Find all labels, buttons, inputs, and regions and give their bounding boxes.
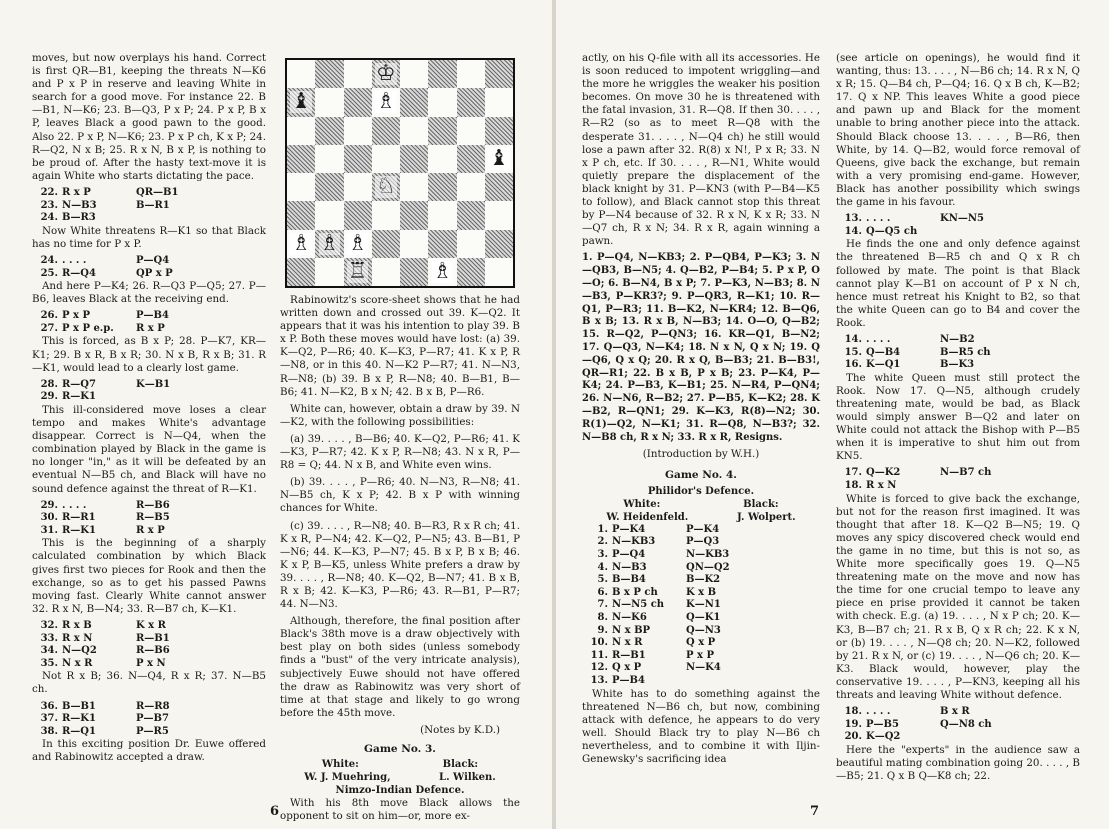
right-page	[556, 0, 1109, 829]
move-list	[32, 500, 266, 538]
board-square	[457, 230, 485, 258]
paragraph: Rabinowitz's score-sheet shows that he had written down and crossed out 39. K—Q2. It appears that it was his intention to play 39. B x P. Both these moves would have lost: (a) 39. K—Q2, P—R6; 40. K—K3, P—R7; 41. K x P, R—N8, or in this 40. N—K2 P—R7; 41. N—N3, R—N8; (b) 39. B x P, R—N8; 40. B—B1, B—B6; 41. N—K2, B x N; 42. B x B, P—R6.	[280, 294, 520, 398]
chess-diagram	[285, 58, 515, 288]
white-player: W. Heidenfeld.	[606, 511, 689, 523]
paragraph: Although, therefore, the final position after Black's 38th move is a draw objectively with best play on both sides (unless somebody finds a "bust" of the very intricate analysis), subjectively Euwe should not have offered the draw as Rabinowitz was very short of time at that stage and likely to go wrong before the 45th move.	[280, 615, 520, 719]
move-list	[836, 467, 1080, 492]
paragraph: With his 8th move Black allows the opponent to sit on him—or, more ex-	[280, 797, 520, 823]
paragraph: (see article on openings), he would find it wanting, thus: 13. . . . , N—B6 ch; 14. R x N, Q x R; 15. Q—B4 ch, P—Q4; 16. Q x B ch, K—B2; 17. Q x NP. This leaves White a good piece and pawn up and Black for the moment unable to bring another piece into the attack. Should Black choose 13. . . . , B—R6, then White, by 14. Q—B2, would force removal of Queens, give back the exchange, but remain with a very promising end-game. However, Black has another possibility which swings the game in his favour.	[836, 52, 1080, 209]
board-square	[400, 258, 428, 286]
move-row: 3. P—Q4 N—KB3	[597, 549, 730, 561]
board-square	[428, 201, 456, 229]
board-square	[428, 60, 456, 88]
paragraph: In this exciting position Dr. Euwe offered and Rabinowitz accepted a draw.	[32, 738, 266, 764]
paragraph: And here P—K4; 26. R—Q3 P—Q5; 27. P—B6, leaves Black at the receiving end.	[32, 280, 266, 306]
move-list	[32, 187, 266, 225]
move-row: 13. P—B4	[590, 674, 645, 686]
chess-piece: ♝	[489, 145, 509, 171]
move-list	[32, 379, 266, 404]
move-row: 17. Q—K2 N—B7 ch	[844, 467, 992, 479]
move-row: 12. Q x P N—K4	[590, 662, 721, 674]
paragraph: Now White threatens R—K1 so that Black has no time for P x P.	[32, 224, 266, 250]
board-square	[400, 201, 428, 229]
move-row: 4. N—B3 QN—Q2	[597, 561, 730, 573]
chess-piece: ♗	[432, 258, 453, 284]
board-square	[344, 201, 372, 229]
move-row: 28. R—Q7 K—B1	[40, 378, 171, 390]
move-row: 32. R x B K x R	[40, 619, 166, 631]
move-row: 14. . . . . N—B2	[844, 333, 975, 345]
paragraph: (b) 39. . . . , P—R6; 40. N—N3, R—N8; 41. N—B5 ch, K x P; 42. B x P with winning chances for White.	[280, 476, 520, 515]
board-square	[428, 258, 456, 286]
move-row: 33. R x N R—B1	[40, 632, 170, 644]
board-square	[457, 88, 485, 116]
board-square	[372, 145, 400, 173]
chess-piece: ♝	[291, 89, 311, 115]
paragraph: The white Queen must still protect the Rook. Now 17. Q—N5, although crudely threatening mate, would be bad, as Black would simply answer B—Q2 and later on White could not attack the Bishop with P—B5 when it is imperative to shut him out from KN5.	[836, 371, 1080, 463]
move-list	[836, 334, 1080, 372]
right-column-1	[582, 52, 820, 770]
board-square	[485, 117, 513, 145]
move-row: 18. R x N	[844, 480, 897, 491]
move-row: 24. B—R3	[40, 212, 96, 224]
move-row: 10. N x R Q x P	[590, 637, 716, 649]
board-square	[344, 60, 372, 88]
board-square	[287, 201, 315, 229]
move-row: 24. . . . . P—Q4	[40, 254, 170, 266]
right-column-2	[836, 52, 1080, 787]
paragraph: (a) 39. . . . , B—B6; 40. K—Q2, P—R6; 41. K—K3, P—R7; 42. K x P, R—N8; 43. N x R, P—R8 = Q; 44. N x B, and White even wins.	[280, 432, 520, 472]
board-square	[400, 117, 428, 145]
chess-piece: ♔	[376, 61, 396, 87]
move-row: 15. Q—B4 B—R5 ch	[844, 346, 991, 358]
white-label: White:	[321, 759, 359, 771]
board-square	[372, 258, 400, 286]
move-row: 22. R x P QR—B1	[40, 186, 179, 198]
paragraph: This is forced, as B x P; 28. P—K7, KR—K1; 29. B x R, B x R; 30. N x B, R x B; 31. R—K1, would lead to a clearly lost game.	[32, 335, 266, 374]
move-row: 30. R—R1 R—B5	[40, 512, 170, 524]
game-4-opening: Philidor's Defence.	[647, 485, 755, 497]
board-square	[287, 117, 315, 145]
move-row: 2. N—KB3 P—Q3	[597, 536, 720, 548]
board-square	[400, 173, 428, 201]
board-square	[485, 258, 513, 286]
move-row: 34. N—Q2 R—B6	[40, 645, 170, 657]
board-square	[287, 60, 315, 88]
board-square	[372, 201, 400, 229]
paragraph: Here the "experts" in the audience saw a beautiful mating combination going 20. . . . , B—B5; 21. Q x B Q—K8 ch; 22.	[836, 743, 1080, 783]
move-row: 20. K—Q2	[844, 731, 901, 743]
game-score: 1. P—Q4, N—KB3; 2. P—QB4, P—K3; 3. N—QB3, B—N5; 4. Q—B2, P—B4; 5. P x P, O—O; 6. B—N4, B x P; 7. P—K3, N—B3; 8. N—B3, P—KR3?; 9. P—QR3, R—K1; 10. R—Q1, P—R3; 11. B—K2, N—KR4; 12. B—Q6, B x B; 13. R x B, N—B3; 14. O—O, Q—B2; 15. R—Q2, P—QN3; 16. KR—Q1, B—N2; 17. Q—Q3, N—K4; 18. N x N, Q x N; 19. Q—Q6, Q x Q; 20. R x Q, B—B3; 21. B—B3!, QR—R1; 22. B x B, P x B; 23. P—K4, P—K4; 24. P—B3, K—B1; 25. N—R4, P—QN4; 26. N—N6, R—B2; 27. P—B5, K—K2; 28. K—B2, R—QN1; 29. K—K3, R(8)—N2; 30. R(1)—Q2, N—K1; 31. R—Q8, N—B3?; 32. N—B8 ch, R x N; 33. R x R, Resigns.	[582, 252, 820, 443]
move-list	[582, 524, 820, 688]
paragraph: actly, on his Q-file with all its accessories. He is soon reduced to impotent wriggling—and the more he wriggles the weaker his position becomes. On move 30 he is threatened with the fatal invasion, 31. R—Q8. If then 30. . . . , R—R2 (so as to meet R—Q8 with the desperate 31. . . . , N—Q4 ch) he still would lose a pawn after 32. R(8) x N!, P x R; 33. N x P ch, etc. If 30. . . . , R—N1, White would quietly prepare the displacement of the black knight by 31. P—KN3 (with P—B4—K5 to follow), and Black cannot stop this threat by P—N4 because of 32. R x N, K x R; 33. N—Q7 ch, R x N; 34. R x R, again winning a pawn.	[582, 52, 820, 248]
board-square	[372, 88, 400, 116]
board-square	[485, 173, 513, 201]
black-player: L. Wilken.	[439, 772, 496, 784]
white-label: White:	[623, 498, 661, 510]
move-row: 27. P x P e.p. R x P	[40, 322, 165, 334]
move-list	[836, 213, 1080, 238]
move-row: 6. B x P ch K x B	[597, 586, 717, 598]
board-square	[287, 145, 315, 173]
move-row: 31. R—K1 R x P	[40, 524, 165, 536]
intro-credit: (Introduction by W.H.)	[642, 448, 760, 461]
board-square	[315, 60, 343, 88]
board-square	[344, 117, 372, 145]
move-row: 13. . . . . KN—N5	[844, 213, 984, 225]
board-square	[400, 60, 428, 88]
game-4-labels	[582, 498, 820, 511]
move-row: 5. B—B4 B—K2	[597, 574, 721, 586]
board-square	[485, 145, 513, 173]
notes-credit: (Notes by K.D.)	[420, 723, 500, 736]
board-square	[372, 230, 400, 258]
board-square	[344, 230, 372, 258]
paragraph: This is the beginning of a sharply calculated combination by which Black gives first two pieces for Rook and then the exchange, so as to get his passed Pawns moving fast. Clearly White cannot answer 32. R x N, B—N4; 33. R—B7 ch, K—K1.	[32, 537, 266, 615]
page-number: 7	[810, 804, 820, 819]
move-row: 26. P x P P—B4	[40, 310, 169, 322]
chess-piece: ♗	[319, 230, 340, 256]
move-row: 16. K—Q1 B—K3	[844, 359, 975, 371]
game-3-opening: Nimzo-Indian Defence.	[335, 785, 465, 797]
board-square	[315, 230, 343, 258]
board-square	[457, 201, 485, 229]
board-square	[485, 201, 513, 229]
board-square	[315, 145, 343, 173]
move-list	[32, 701, 266, 739]
black-label: Black:	[442, 759, 479, 771]
board-square	[315, 117, 343, 145]
board-square	[287, 230, 315, 258]
move-list	[32, 255, 266, 280]
board-square	[485, 230, 513, 258]
board-square	[344, 173, 372, 201]
paragraph: This ill-considered move loses a clear tempo and makes White's advantage disappear. Correct is N—Q4, when the combination played by Black in the game is no longer "in," as it will be defeated by an eventual N—B5 ch, and Black will have no sound defence against the threat of R—K1.	[32, 403, 266, 495]
board-square	[372, 173, 400, 201]
chess-piece: ♗	[376, 89, 396, 115]
board-square	[457, 145, 485, 173]
board-square	[428, 88, 456, 116]
move-row: 37. R—K1 P—B7	[40, 713, 169, 725]
move-row: 35. N x R P x N	[40, 657, 166, 669]
paragraph: moves, but now overplays his hand. Correct is first QR—B1, keeping the threats N—K6 and P x P in reserve and leaving White in search for a good move. For instance 22. B—B1, N—K6; 23. B—Q3, P x P; 24. P x P, B x P, leaves Black a good pawn to the good. Also 22. P x P, N—K6; 23. P x P ch, K x P; 24. R—Q2, N x B; 25. R x N, B x P, is nothing to be proud of. After the hasty text-move it is again White who starts dictating the pace.	[32, 52, 266, 182]
board-square	[457, 173, 485, 201]
move-row: 8. N—K6 Q—K1	[597, 611, 721, 623]
board-square	[400, 88, 428, 116]
paragraph: Not R x B; 36. N—Q4, R x R; 37. N—B5 ch.	[32, 670, 266, 696]
move-row: 23. N—B3 B—R1	[40, 199, 170, 211]
game-3-labels	[280, 758, 520, 771]
move-list	[836, 706, 1080, 744]
left-column-1	[32, 52, 266, 768]
chess-piece: ♘	[376, 174, 396, 200]
move-row: 11. R—B1 P x P	[590, 649, 714, 661]
chess-piece: ♖	[347, 258, 368, 284]
move-row: 25. R—Q4 QP x P	[40, 267, 173, 279]
move-row: 36. B—B1 R—R8	[40, 700, 170, 712]
game-4-players	[582, 511, 820, 524]
board-square	[315, 201, 343, 229]
board-square	[428, 173, 456, 201]
board-square	[400, 230, 428, 258]
board-square	[485, 88, 513, 116]
board-square	[428, 117, 456, 145]
board-square	[485, 60, 513, 88]
board-square	[315, 258, 343, 286]
game-4-title: Game No. 4.	[665, 469, 737, 482]
move-list	[32, 310, 266, 335]
board-square	[287, 173, 315, 201]
paragraph: White can, however, obtain a draw by 39. N—K2, with the following possibilities:	[280, 402, 520, 428]
paragraph: He finds the one and only defence against the threatened B—R5 ch and Q x R ch followed by mate. The point is that Black cannot play K—B1 on account of P x N ch, hence must retreat his Knight to B2, so that the white Queen can go to B4 and cover the Rook.	[836, 238, 1080, 329]
paragraph: White has to do something against the threatened N—B6 ch, but now, combining attack with defence, he appears to do very well. Should Black try to play N—B6 ch nevertheless, and to combine it with Iljin-Genewsky's sacrificing idea	[582, 687, 820, 766]
board-square	[344, 88, 372, 116]
move-row: 1. P—K4 P—K4	[597, 523, 720, 535]
chess-piece: ♗	[347, 230, 368, 256]
chess-piece: ♗	[291, 230, 311, 256]
move-row: 14. Q—Q5 ch	[844, 225, 918, 237]
board-square	[344, 258, 372, 286]
board-square	[400, 145, 428, 173]
board-square	[344, 145, 372, 173]
white-player: W. J. Muehring,	[304, 772, 391, 784]
board-square	[428, 145, 456, 173]
page-number: 6	[270, 804, 280, 819]
board-square	[287, 88, 315, 116]
board-square	[428, 230, 456, 258]
move-row: 29. . . . . R—B6	[40, 499, 170, 511]
board-square	[457, 60, 485, 88]
move-list	[32, 620, 266, 670]
black-player: J. Wolpert.	[737, 511, 796, 523]
move-row: 29. R—K1	[40, 391, 96, 403]
game-3-title: Game No. 3.	[364, 743, 436, 755]
game-3-players	[280, 771, 520, 784]
move-row: 7. N—N5 ch K—N1	[597, 599, 721, 611]
board-square	[457, 258, 485, 286]
move-row: 18. . . . . B x R	[844, 706, 970, 718]
paragraph: White is forced to give back the exchange, but not for the reason first imagined. It was thought that after 18. K—Q2 B—N5; 19. Q moves any spicy discovered check would end the game in no time, but this is not so, as White more specifically goes 19. Q—N5 threatening mate on the move and now has the time for one crucial tempo to leave any piece en prise provided it cannot be taken with check. E.g. (a) 19. . . . , N x P ch; 20. K—K3, B—B7 ch; 21. R x B, Q x R ch; 22. K x N, or (b) 19. . . . , N—Q8 ch; 20. N—K2, followed by 21. R x N, or (c) 19. . . . , N—Q6 ch; 20. K—K3. Black would, however, play the conservative 19. . . . , P—KN3, keeping all his threats and leaving White without defence.	[836, 492, 1080, 701]
move-row: 38. R—Q1 P—R5	[40, 725, 169, 737]
board-square	[315, 88, 343, 116]
black-label: Black:	[743, 498, 779, 510]
move-row: 9. N x BP Q—N3	[597, 624, 721, 636]
move-row: 19. P—B5 Q—N8 ch	[844, 718, 992, 730]
board-square	[315, 173, 343, 201]
board-square	[372, 117, 400, 145]
board-square	[287, 258, 315, 286]
board-square	[457, 117, 485, 145]
left-page	[0, 0, 552, 829]
left-column-2	[280, 58, 520, 828]
board-square	[372, 60, 400, 88]
paragraph: (c) 39. . . . , R—N8; 40. B—R3, R x R ch; 41. K x R, P—N4; 42. K—Q2, P—N5; 43. B—B1, P—N6; 44. K—K3, P—N7; 45. B x P, B x B; 46. K x P, B—K5, unless White prefers a draw by 39. . . . , R—N8; 40. K—Q2, B—N7; 41. B x B, R x B; 42. K—K3, P—R6; 43. R—B1, P—R7; 44. N—N3.	[280, 519, 520, 611]
